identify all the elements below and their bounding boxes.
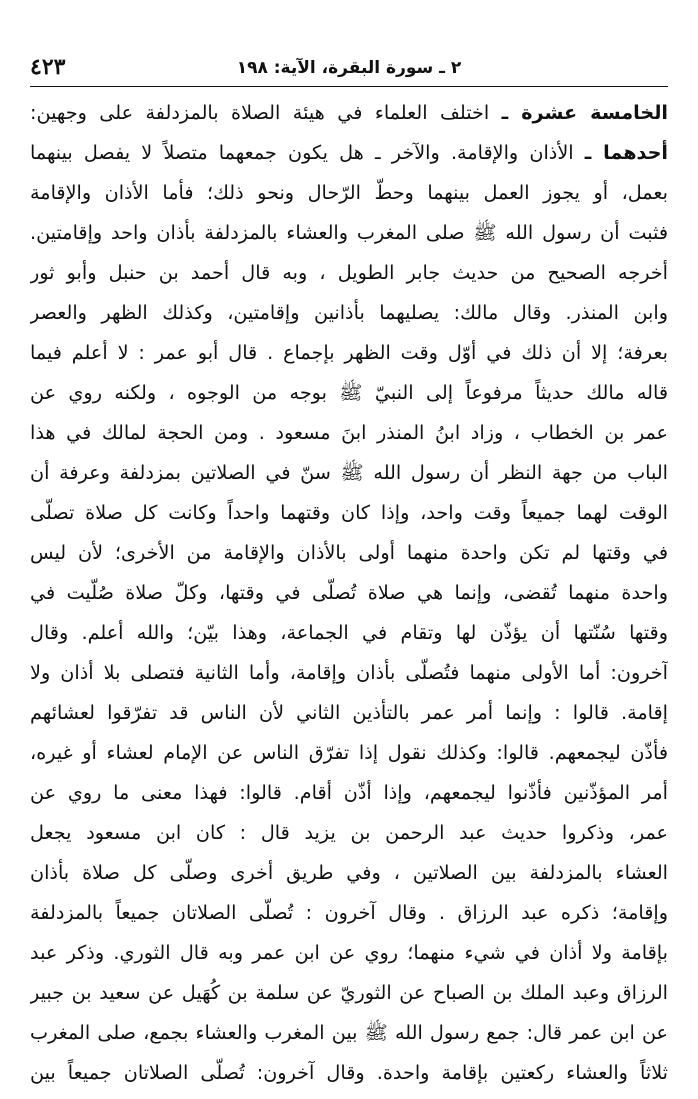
- line-text: واحدة منهما تُقضى، وإنما هي صلاة تُصلّى في وقتها، وكلّ صلاة صُلّيت في: [30, 581, 668, 604]
- line-text: إقامة. قالوا : وإنما أمر عمر بالتأذين الثاني لأن الناس قد تفرّقوا لعشائهم: [30, 701, 668, 724]
- line-text: بعمل، أو يجوز العمل بينهما وحطّ الرّحال ونحو ذلك؛ فأما الأذان والإقامة: [30, 181, 668, 204]
- text-line: [30, 853, 668, 893]
- text-line: [30, 413, 668, 453]
- line-text: في وقتها لم تكن واحدة منهما أولى بالأذان والإقامة من الأخرى؛ لأن ليس: [30, 541, 668, 564]
- line-text: بعرفة؛ إلا أن ذلك في أوّل وقت الظهر بإجماع . قال أبو عمر : لا أعلم فيما: [30, 341, 668, 364]
- line-text: الباب من جهة النظر أن رسول الله ﷺ سنّ في الصلاتين بمزدلفة وعرفة أن: [30, 461, 668, 484]
- text-line: [30, 253, 668, 293]
- line-text: الرزاق وعبد الملك بن الصباح عن الثوريّ عن سلمة بن كُهَيل عن سعيد بن جبير: [30, 981, 668, 1004]
- text-line: [30, 493, 668, 533]
- section-heading: أحدهما ـ: [584, 141, 668, 164]
- line-text: عمر بن الخطاب ، وزاد ابنُ المنذر ابنَ مسعود . ومن الحجة لمالك في هذا: [30, 421, 668, 444]
- text-line: [30, 813, 668, 853]
- line-text: ثلاثاً والعشاء ركعتين بإقامة واحدة. وقال آخرون: تُصلّى الصلاتان جميعاً بين: [30, 1061, 668, 1084]
- line-text: فثبت أن رسول الله ﷺ صلى المغرب والعشاء بالمزدلفة بأذان واحد وإقامتين.: [30, 221, 668, 244]
- running-head: ٢ ـ سورة البقرة، الآية: ١٩٨: [236, 58, 462, 78]
- line-text: أخرجه الصحيح من حديث جابر الطويل ، وبه قال أحمد بن حنبل وأبو ثور: [30, 261, 668, 284]
- text-line: [30, 1013, 668, 1053]
- text-line: [30, 133, 668, 173]
- text-line: [30, 373, 668, 413]
- text-line: [30, 933, 668, 973]
- text-line: [30, 533, 668, 573]
- text-line: [30, 213, 668, 253]
- page-header: [30, 50, 668, 87]
- line-text: اختلف العلماء في هيئة الصلاة بالمزدلفة على وجهين:: [30, 101, 502, 124]
- page-number: ٤٢٣: [30, 54, 66, 80]
- text-line: [30, 973, 668, 1013]
- text-line: [30, 573, 668, 613]
- line-text: وإقامة؛ ذكره عبد الرزاق . وقال آخرون : تُصلّى الصلاتان جميعاً بالمزدلفة: [30, 901, 668, 924]
- line-text: العشاء بالمزدلفة بين الصلاتين ، وفي طريق أخرى وصلّى كل صلاة بأذان: [30, 861, 668, 884]
- text-line: [30, 293, 668, 333]
- text-line: [30, 693, 668, 733]
- line-text: وابن المنذر. وقال مالك: يصليهما بأذانين وإقامتين، وكذلك الظهر والعصر: [30, 301, 668, 324]
- line-text: عن ابن عمر قال: جمع رسول الله ﷺ بين المغرب والعشاء بجمع، صلى المغرب: [30, 1021, 668, 1044]
- text-line: [30, 1053, 668, 1093]
- section-heading: الخامسة عشرة ـ: [501, 101, 668, 124]
- text-line: [30, 173, 668, 213]
- line-text: وقتها سُنّتها أن يؤذّن لها وتقام في الجماعة، وهذا بيّن؛ والله أعلم. وقال: [30, 621, 668, 644]
- line-text: بإقامة ولا أذان في شيء منهما؛ روي عن ابن عمر وبه قال الثوري. وذكر عبد: [30, 941, 668, 964]
- line-text: عمر، وذكروا حديث عبد الرحمن بن يزيد قال : كان ابن مسعود يجعل: [30, 821, 668, 844]
- line-text: آخرون: أما الأولى منهما فتُصلّى بأذان وإقامة، وأما الثانية فتصلى بلا أذان ولا: [30, 661, 668, 684]
- text-line: [30, 453, 668, 493]
- line-text: الأذان والإقامة. والآخر ـ هل يكون جمعهما متصلاً لا يفصل بينهما: [30, 141, 585, 164]
- text-line: [30, 93, 668, 133]
- text-line: [30, 733, 668, 773]
- line-text: قاله مالك حديثاً مرفوعاً إلى النبيّ ﷺ بوجه من الوجوه ، ولكنه روي عن: [30, 381, 668, 404]
- document-page: [30, 50, 668, 1084]
- text-line: [30, 333, 668, 373]
- text-line: [30, 653, 668, 693]
- line-text: الوقت لهما جميعاً وقت واحد، وإذا كان وقتهما واحداً وكانت كل صلاة تصلّى: [30, 501, 668, 524]
- text-line: [30, 893, 668, 933]
- line-text: فأذّن ليجمعهم. قالوا: وكذلك نقول إذا تفرّق الناس عن الإمام لعشاء أو غيره،: [30, 741, 668, 764]
- text-line: [30, 613, 668, 653]
- body-text: [30, 93, 668, 1093]
- text-line: [30, 773, 668, 813]
- line-text: أمر المؤذّنين فأذّنوا ليجمعهم، وإذا أذّن أقام. قالوا: فهذا معنى ما روي عن: [30, 781, 668, 804]
